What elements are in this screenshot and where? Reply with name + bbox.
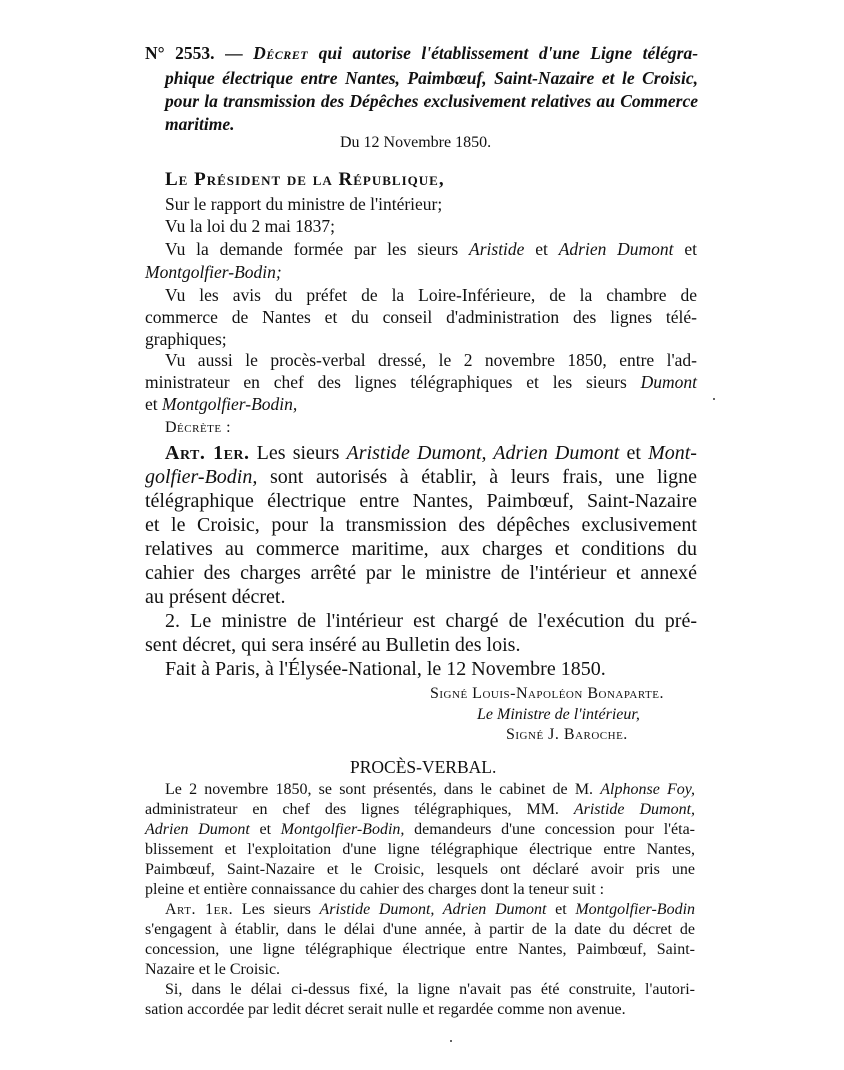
article-1-line-4: et le Croisic, pour la transmission des dépêches exclusivement <box>145 514 697 536</box>
decree-label: Décret <box>253 43 309 63</box>
print-speck <box>450 1040 452 1042</box>
vu-proces-line-3: et Montgolfier-Bodin, <box>145 394 298 414</box>
article-1-line-2: golfier-Bodin, sont autorisés à établir, à leurs frais, une ligne <box>145 466 697 488</box>
article-2-line-1: 2. Le ministre de l'intérieur est chargé de l'exécution du pré- <box>165 610 697 632</box>
decree-title-line-4: maritime. <box>165 114 235 134</box>
fait-a-paris: Fait à Paris, à l'Élysée-National, le 12 Novembre 1850. <box>165 658 606 680</box>
signature-president: Signé Louis-Napoléon Bonaparte. <box>430 685 664 702</box>
article-2-line-2: sent décret, qui sera inséré au Bulletin des lois. <box>145 634 521 656</box>
proces-line-12: sation accordée par ledit décret serait nulle et regardée comme non avenue. <box>145 1001 626 1018</box>
proces-line-1: Le 2 novembre 1850, se sont présentés, dans le cabinet de M. Alphonse Foy, <box>165 781 695 798</box>
vu-loi: Vu la loi du 2 mai 1837; <box>165 216 336 236</box>
article-1-line-3: télégraphique électrique entre Nantes, Paimbœuf, Saint-Nazaire <box>145 490 697 512</box>
decree-title-line-2: phique électrique entre Nantes, Paimbœuf, Saint-Nazaire et le Croisic, <box>165 68 698 88</box>
decree-date: Du 12 Novembre 1850. <box>340 134 492 151</box>
vu-rapport: Sur le rapport du ministre de l'intérieur; <box>165 194 443 214</box>
signature-minister-title: Le Ministre de l'intérieur, <box>477 706 640 723</box>
proces-line-8: s'engagent à établir, dans le délai d'une année, à partir de la date du décret de <box>145 921 695 938</box>
vu-demande-line-2: Montgolfier-Bodin; <box>145 262 282 282</box>
print-speck <box>713 398 715 400</box>
proces-verbal-heading: PROCÈS-VERBAL. <box>350 757 497 777</box>
proces-line-7: Art. 1er. Les sieurs Aristide Dumont, Adrien Dumont et Montgolfier-Bodin <box>165 901 696 918</box>
proces-line-3: Adrien Dumont et Montgolfier-Bodin, demandeurs d'une concession pour l'éta- <box>145 821 695 838</box>
vu-proces-line-1: Vu aussi le procès-verbal dressé, le 2 novembre 1850, entre l'ad- <box>165 350 697 370</box>
decree-title-line-1: N° 2553. — Décret qui autorise l'établissement d'une Ligne télégra- <box>145 43 699 63</box>
decree-title-line-3: pour la transmission des Dépêches exclusivement relatives au Commerce <box>165 91 698 111</box>
proces-line-6: pleine et entière connaissance du cahier des charges dont la teneur suit : <box>145 881 605 898</box>
article-1-line-5: relatives au commerce maritime, aux charges et conditions du <box>145 538 697 560</box>
proces-line-4: blissement et l'exploitation d'une ligne télégraphique électrique entre Nantes, <box>145 841 695 858</box>
vu-avis-line-2: commerce de Nantes et du conseil d'administration des lignes télé- <box>145 307 697 327</box>
vu-demande-line-1: Vu la demande formée par les sieurs Aristide et Adrien Dumont et <box>165 239 697 259</box>
proces-line-10: Nazaire et le Croisic. <box>145 961 281 978</box>
proces-line-2: administrateur en chef des lignes télégraphiques, MM. Aristide Dumont, <box>145 801 696 818</box>
president-heading: Le Président de la République, <box>165 169 445 190</box>
vu-avis-line-1: Vu les avis du préfet de la Loire-Inférieure, de la chambre de <box>165 285 697 305</box>
decrete-label: Décrète : <box>165 419 232 436</box>
article-1-line-7: au présent décret. <box>145 586 286 608</box>
proces-line-11: Si, dans le délai ci-dessus fixé, la ligne n'avait pas été construite, l'autori- <box>165 981 695 998</box>
article-1-line-6: cahier des charges arrêté par le ministre de l'intérieur et annexé <box>145 562 697 584</box>
article-1-line-1: Art. 1er. Les sieurs Aristide Dumont, Adrien Dumont et Mont- <box>165 442 697 464</box>
signature-minister: Signé J. Baroche. <box>506 726 628 743</box>
article-1-label: Art. 1er. <box>165 442 250 464</box>
vu-avis-line-3: graphiques; <box>145 329 227 349</box>
vu-proces-line-2: ministrateur en chef des lignes télégraphiques et les sieurs Dumont <box>145 372 697 392</box>
proces-line-5: Paimbœuf, Saint-Nazaire et le Croisic, lesquels ont déclaré avoir pris une <box>145 861 695 878</box>
decree-number: N° 2553. <box>145 43 215 63</box>
proces-line-9: concession, une ligne télégraphique électrique entre Nantes, Paimbœuf, Saint- <box>145 941 695 958</box>
